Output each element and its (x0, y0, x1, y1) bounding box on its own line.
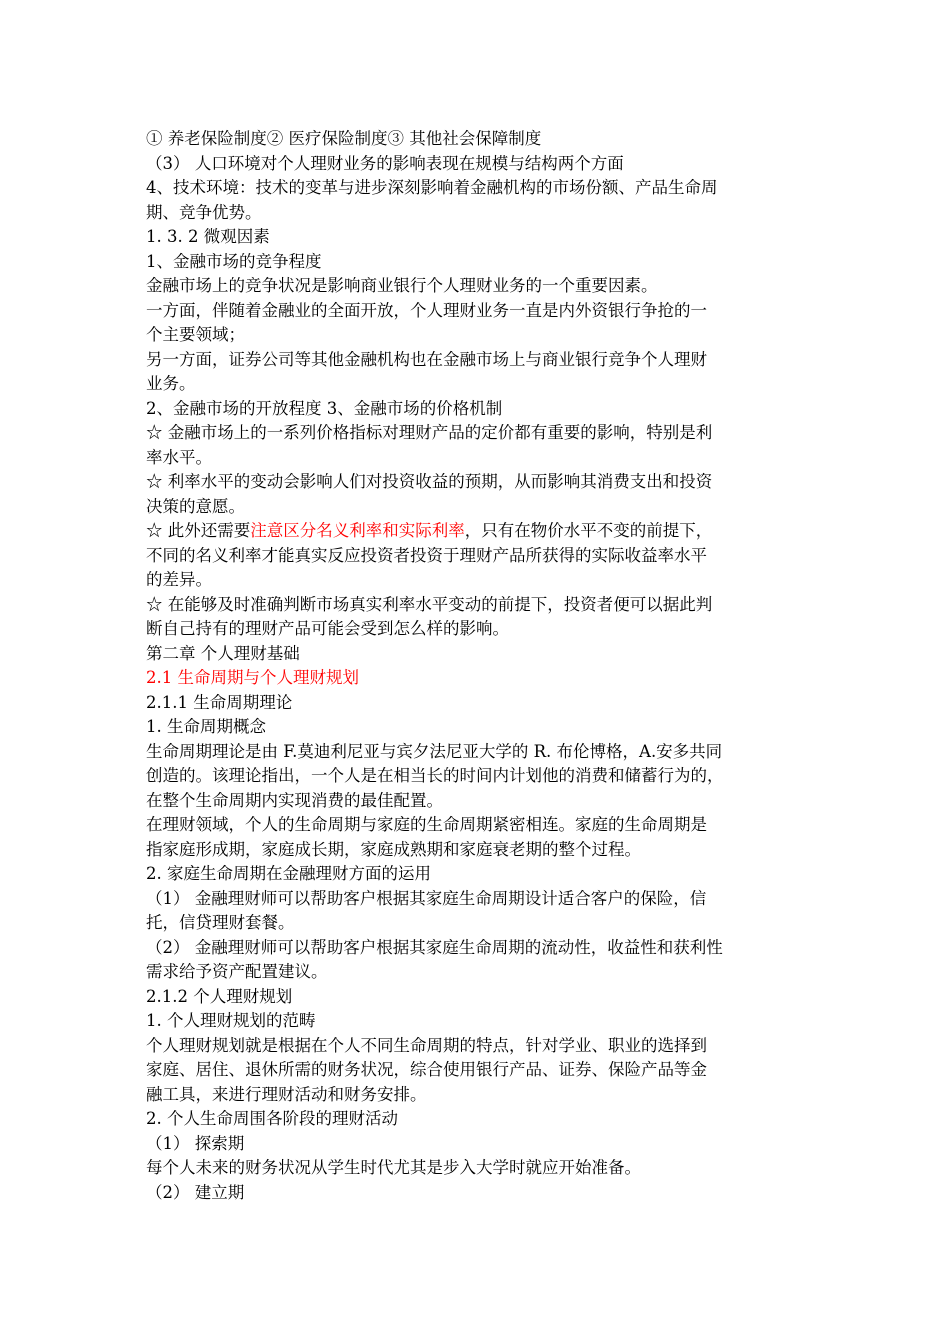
text-line: 需求给予资产配置建议。 (146, 962, 328, 981)
text-line: （3） 人口环境对个人理财业务的影响表现在规模与结构两个方面 (146, 153, 624, 173)
text-line: （2） 金融理财师可以帮助客户根据其家庭生命周期的流动性，收益性和获利性 (146, 937, 723, 957)
highlighted-text: 注意区分名义利率和实际利率 (250, 521, 465, 540)
subsection-heading: 2. 个人生命周围各阶段的理财活动 (146, 1109, 398, 1128)
text-line: （1） 金融理财师可以帮助客户根据其家庭生命周期设计适合客户的保险，信 (146, 888, 707, 908)
section-heading-highlighted: 2.1 生命周期与个人理财规划 (146, 668, 359, 687)
text-line: 每个人未来的财务状况从学生时代尤其是步入大学时就应开始准备。 (146, 1158, 641, 1177)
text-line: （1） 探索期 (146, 1133, 245, 1153)
text-line: ① 养老保险制度② 医疗保险制度③ 其他社会保障制度 (146, 129, 542, 148)
text-line: 指家庭形成期，家庭成长期，家庭成熟期和家庭衰老期的整个过程。 (146, 839, 641, 859)
text-line: 决策的意愿。 (146, 496, 245, 516)
text-span: ☆ 此外还需要 (146, 521, 251, 540)
text-line: （2） 建立期 (146, 1182, 245, 1202)
text-line: 个人理财规划就是根据在个人不同生命周期的特点，针对学业、职业的选择到 (146, 1035, 707, 1055)
text-line: 一方面，伴随着金融业的全面开放，个人理财业务一直是内外资银行争抢的一 (146, 300, 707, 320)
text-line: 另一方面，证券公司等其他金融机构也在金融市场上与商业银行竞争个人理财 (146, 349, 707, 369)
bullet-line: ☆ 利率水平的变动会影响人们对投资收益的预期，从而影响其消费支出和投资 (146, 472, 713, 491)
section-heading: 1. 3. 2 微观因素 (146, 227, 270, 246)
text-line: 断自己持有的理财产品可能会受到怎么样的影响。 (146, 619, 509, 638)
text-line: 的差异。 (146, 570, 212, 589)
text-line: 4、技术环境：技术的变革与进步深刻影响着金融机构的市场份额、产品生命周 (146, 178, 718, 197)
text-line: 个主要领域； (146, 325, 245, 344)
text-line: 业务。 (146, 374, 196, 393)
text-line: 金融市场上的竞争状况是影响商业银行个人理财业务的一个重要因素。 (146, 276, 658, 295)
subsection-heading: 1. 个人理财规划的范畴 (146, 1011, 316, 1030)
section-heading: 2.1.1 生命周期理论 (146, 692, 293, 712)
subsection-heading: 1、金融市场的竞争程度 (146, 251, 322, 271)
text-line: 在整个生命周期内实现消费的最佳配置。 (146, 790, 443, 810)
text-span: ，只有在物价水平不变的前提下， (464, 521, 713, 540)
section-heading: 2.1.2 个人理财规划 (146, 986, 293, 1006)
text-line: 家庭、居住、退休所需的财务状况，综合使用银行产品、证券、保险产品等金 (146, 1060, 707, 1079)
bullet-line: ☆ 金融市场上的一系列价格指标对理财产品的定价都有重要的影响，特别是利 (146, 423, 713, 442)
text-line: 在理财领域，个人的生命周期与家庭的生命周期紧密相连。家庭的生命周期是 (146, 815, 707, 834)
text-line: 率水平。 (146, 447, 212, 467)
bullet-line (146, 519, 826, 544)
subsection-heading: 2. 家庭生命周期在金融理财方面的运用 (146, 864, 431, 883)
text-line: 期、竞争优势。 (146, 202, 262, 222)
text-line: 生命周期理论是由 F.莫迪利尼亚与宾夕法尼亚大学的 R. 布伦博格，A.安多共同 (146, 741, 723, 761)
subsection-heading: 2、金融市场的开放程度 3、金融市场的价格机制 (146, 398, 503, 418)
chapter-heading: 第二章 个人理财基础 (146, 643, 300, 663)
text-line: 托，信贷理财套餐。 (146, 913, 295, 932)
document-page (146, 127, 826, 1205)
text-line: 创造的。该理论指出，一个人是在相当长的时间内计划他的消费和储蓄行为的， (146, 766, 724, 785)
bullet-line: ☆ 在能够及时准确判断市场真实利率水平变动的前提下，投资者便可以据此判 (146, 594, 713, 614)
text-line: 融工具，来进行理财活动和财务安排。 (146, 1084, 427, 1104)
text-line: 不同的名义利率才能真实反应投资者投资于理财产品所获得的实际收益率水平 (146, 545, 707, 565)
subsection-heading: 1. 生命周期概念 (146, 717, 266, 736)
